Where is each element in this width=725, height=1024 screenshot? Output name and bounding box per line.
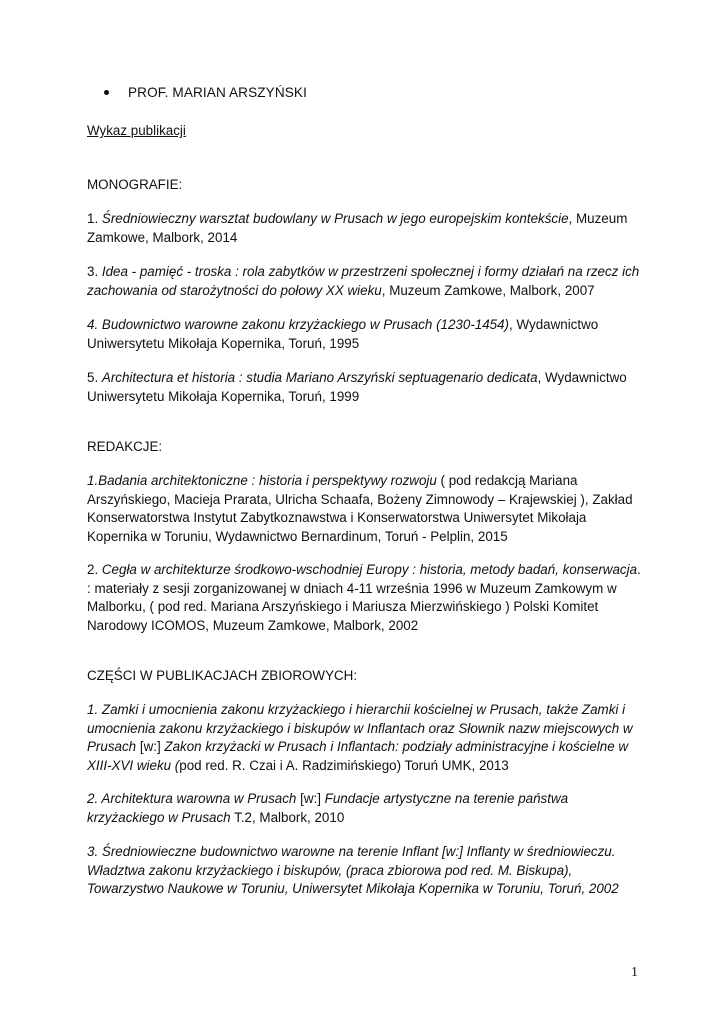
- list-item: [87, 790, 647, 827]
- entry-publisher: , Wydawnictwo: [537, 370, 627, 385]
- entry-title: Zakon krzyżacki w Prusach i Inflantach: podziały administracyjne i kościelne w: [164, 739, 629, 754]
- entry-publisher: ( pod redakcją Mariana: [436, 473, 578, 488]
- entry-line: [87, 738, 647, 757]
- entry-title: 2. Architektura warowna w Prusach: [87, 791, 297, 806]
- entry-publisher: , Wydawnictwo: [509, 317, 599, 332]
- section-title-czesci: CZĘŚCI W PUBLIKACJACH ZBIOROWYCH:: [87, 668, 358, 683]
- author-name: PROF. MARIAN ARSZYŃSKI: [128, 85, 307, 100]
- entry-title: XIII-XVI wieku (: [87, 757, 180, 773]
- entry-publisher: pod red. R. Czai i A. Radzimińskiego) Toruń UMK, 2013: [179, 757, 509, 773]
- entry-publisher: T.2, Malbork, 2010: [230, 809, 345, 825]
- entry-line: umocnienia zakonu krzyżackiego i biskupów w Inflantach oraz Słownik nazw miejscowych w: [87, 720, 633, 736]
- entry-in-marker: [w:]: [296, 791, 325, 806]
- list-item: [87, 369, 647, 406]
- entry-line: [87, 757, 647, 776]
- entry-title: 1.Badania architektoniczne : historia i perspektywy rozwoju: [87, 473, 437, 488]
- page-number: 1: [631, 965, 638, 980]
- entry-line: Narodowy ICOMOS, Muzeum Zamkowe, Malbork, 2002: [87, 617, 419, 633]
- entry-title: Idea - pamięć - troska : rola zabytków w przestrzeni społecznej i formy działań na rzecz ich: [101, 264, 640, 279]
- entry-publisher: , Muzeum Zamkowe, Malbork, 2007: [381, 282, 595, 298]
- entry-line: 3. Średniowieczne budownictwo warowne na terenie Inflant [w:] Inflanty w średniowieczu.: [87, 844, 616, 859]
- bullet-icon: [104, 90, 109, 95]
- entry-line: Uniwersytetu Mikołaja Kopernika, Toruń, 1999: [87, 388, 360, 404]
- entry-number: 2.: [87, 562, 102, 577]
- section-title-redakcje: REDAKCJE:: [87, 439, 163, 454]
- entry-in-marker: [w:]: [136, 739, 165, 754]
- publications-subheading: Wykaz publikacji: [87, 123, 186, 138]
- list-item: [87, 701, 647, 775]
- entry-line: 1. Zamki i umocnienia zakonu krzyżackiego i hierarchii kościelnej w Prusach, także Zamki i: [87, 702, 626, 717]
- entry-line: [87, 263, 647, 282]
- entry-title: Prusach: [87, 739, 137, 754]
- entry-number: 1.: [87, 211, 102, 226]
- section-title-monografie: MONOGRAFIE:: [87, 177, 183, 192]
- entry-title: Średniowieczny warsztat budowlany w Prusach w jego europejskim kontekście: [101, 211, 569, 226]
- entry-line: Władztwa zakonu krzyżackiego i biskupów, (praca zbiorowa pod red. M. Biskupa),: [87, 862, 573, 878]
- entry-line: [87, 561, 647, 580]
- entry-line: Malborku, ( pod red. Mariana Arszyńskiego i Mariusza Mierzwińskiego ) Polski Komitet: [87, 599, 599, 614]
- entry-title: zachowania od starożytności do połowy XX wieku: [87, 282, 382, 298]
- entry-line: Arszyńskiego, Macieja Prarata, Ulricha Schaafa, Bożeny Zimnowody – Krajewskiej ), Zakład: [87, 491, 633, 507]
- entry-punct: .: [637, 562, 641, 577]
- entry-title: Architectura et historia : studia Mariano Arszyński septuagenario dedicata: [101, 370, 538, 385]
- entry-line: Konserwatorstwa Instytut Zabytkoznawstwa i Konserwatorstwa Uniwersytet Mikołaja: [87, 510, 587, 525]
- entry-line: Towarzystwo Naukowe w Toruniu, Uniwersytet Mikołaja Kopernika w Toruniu, Toruń, 2002: [87, 881, 619, 896]
- list-item: [87, 263, 647, 300]
- entry-title: 4. Budownictwo warowne zakonu krzyżackiego w Prusach (1230-1454): [87, 317, 510, 332]
- entry-line: [87, 790, 647, 809]
- entry-line: [87, 472, 647, 491]
- list-item: [87, 561, 647, 635]
- author-heading: [104, 85, 307, 100]
- entry-line: : materiały z sesji zorganizowanej w dniach 4-11 września 1996 w Muzeum Zamkowym w: [87, 580, 617, 596]
- list-item: [87, 843, 647, 899]
- entry-line: [87, 809, 647, 828]
- list-item: [87, 316, 647, 353]
- entry-publisher: , Muzeum: [568, 211, 628, 226]
- entry-title: krzyżackiego w Prusach: [87, 809, 231, 825]
- list-item: [87, 210, 647, 247]
- entry-number: 3.: [87, 264, 102, 279]
- entry-line: [87, 210, 647, 229]
- entry-line: Kopernika w Toruniu, Wydawnictwo Bernardinum, Toruń - Pelplin, 2015: [87, 528, 508, 544]
- entry-title: Fundacje artystyczne na terenie państwa: [324, 791, 569, 806]
- entry-line: [87, 369, 647, 388]
- entry-line: Uniwersytetu Mikołaja Kopernika, Toruń, 1995: [87, 335, 360, 351]
- entry-title: Cegła w architekturze środkowo-wschodniej Europy : historia, metody badań, konserwacja: [101, 562, 638, 577]
- entry-number: 5.: [87, 370, 102, 385]
- entry-line: [87, 282, 647, 301]
- list-item: [87, 472, 647, 546]
- entry-line: Zamkowe, Malbork, 2014: [87, 229, 238, 245]
- entry-line: [87, 316, 647, 335]
